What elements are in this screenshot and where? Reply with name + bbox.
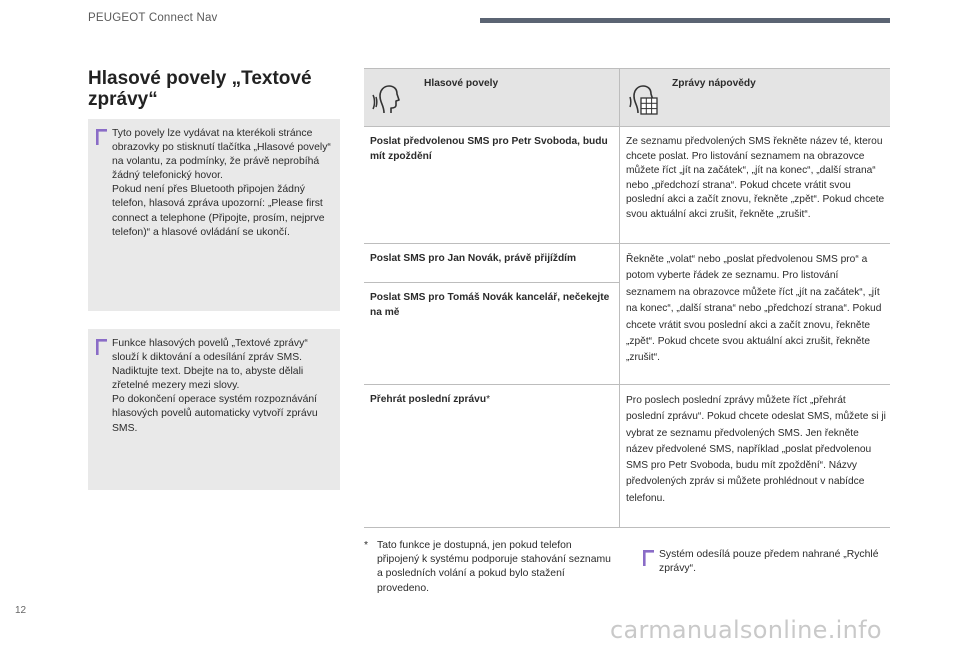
table-row: [364, 385, 890, 528]
command-subcell: [364, 244, 619, 283]
header-cell-voice-commands: [364, 69, 620, 127]
info-marker-icon: [96, 129, 107, 145]
header-bar: [480, 18, 890, 23]
header-cell-help-messages: [620, 69, 891, 127]
footnote-mark: *: [486, 394, 491, 405]
page-number: 12: [15, 605, 27, 616]
info-box-3-text: Systém odesílá pouze předem nahrané „Rychlé zprávy“.: [659, 549, 879, 575]
info-box-2-paragraph-1: Funkce hlasových povelů „Textové zprávy“ slouží k diktování a odesílání zpráv SMS.: [112, 338, 308, 364]
command-text: Přehrát poslední zprávu: [370, 394, 487, 405]
command-cell-group: [364, 244, 620, 385]
command-cell: [364, 127, 620, 244]
footnote: [364, 539, 614, 596]
command-text: Poslat předvolenou SMS pro Petr Svoboda, budu mít zpoždění: [370, 136, 608, 162]
command-cell: [364, 385, 620, 528]
help-cell: [620, 385, 891, 528]
header-help-messages: Zprávy nápovědy: [672, 78, 756, 89]
command-text: Poslat SMS pro Tomáš Novák kancelář, nečekejte na mě: [370, 292, 610, 318]
help-text: Řekněte „volat“ nebo „poslat předvolenou SMS pro“ a potom vyberte řádek ze seznamu. Pro listování seznamem na obrazovce můžete říct „jít na začátek“, „jít na konec“, „další strana“ nebo „předchozí strana“. Pokud chcete vrátit svou poslední akci a začít znovu, řekněte „zpět“. Pokud chcete svou aktuální akci zrušit, řekněte „zrušit“.: [626, 254, 882, 364]
help-cell: [620, 127, 891, 244]
commands-table: [364, 68, 890, 528]
info-box-voice-commands: [88, 119, 340, 311]
table-header-row: [364, 69, 890, 127]
help-cell: [620, 244, 891, 385]
info-box-quick-messages: [635, 540, 890, 590]
section-title: Hlasové povely „Textové zprávy“: [88, 68, 312, 110]
command-subcell: [364, 283, 619, 324]
info-box-1-paragraph-2: Pokud není přes Bluetooth připojen žádný telefon, hlasová zpráva upozorní: „Please first connect a telephone (Připojte, prosím, nejprve telefon)“ a hlasové ovládání se ukončí.: [112, 184, 325, 238]
info-marker-icon: [643, 550, 654, 566]
help-text: Ze seznamu předvolených SMS řekněte název té, kterou chcete poslat. Pro listování seznamem na obrazovce můžete říct „jít na začátek“, „jít na konec“, „další strana“ nebo „předchozí strana“. Pokud chcete vrátit svou poslední akci a začít znovu, řekněte „zpět“. Pokud chcete svou aktuální akci zrušit, řekněte „zrušit“.: [626, 136, 885, 220]
info-marker-icon: [96, 339, 107, 355]
table-row: [364, 244, 890, 385]
footnote-mark: *: [364, 540, 369, 551]
header-voice-commands: Hlasové povely: [424, 78, 499, 89]
info-box-2-paragraph-2: Nadiktujte text. Dbejte na to, abyste dělali zřetelné mezery mezi slovy.: [112, 366, 304, 392]
watermark: carmanualsonline.info: [610, 616, 882, 644]
table-row: [364, 127, 890, 244]
voice-command-icon: [372, 83, 402, 117]
help-message-icon: [628, 83, 658, 117]
command-text: Poslat SMS pro Jan Novák, právě přijíždím: [370, 253, 577, 264]
help-text: Pro poslech poslední zprávy můžete říct „přehrát poslední zprávu“. Pokud chcete odeslat SMS, můžete si ji vybrat ze seznamu předvolených SMS. Jen řekněte název předvolené SMS, například „poslat předvolenou SMS pro Petr Svoboda, budu mít zpoždění“. Názvy předvolených zpráv si můžete prohlédnout v nabídce telefonu.: [626, 395, 886, 504]
info-box-2-paragraph-3: Po dokončení operace systém rozpoznávání hlasových povelů automaticky vytvoří zprávu SMS.: [112, 394, 318, 434]
info-box-1-paragraph-1: Tyto povely lze vydávat na kterékoli stránce obrazovky po stisknutí tlačítka „Hlasové povely“ na volantu, za podmínky, že právě neprobíhá žádný telefonický hovor.: [112, 128, 331, 182]
footnote-text: Tato funkce je dostupná, jen pokud telefon připojený k systému podporuje stahování seznamu a posledních volání a pokud bylo stažení provedeno.: [377, 540, 611, 594]
running-header: PEUGEOT Connect Nav: [88, 12, 218, 24]
info-box-dictation: [88, 329, 340, 490]
